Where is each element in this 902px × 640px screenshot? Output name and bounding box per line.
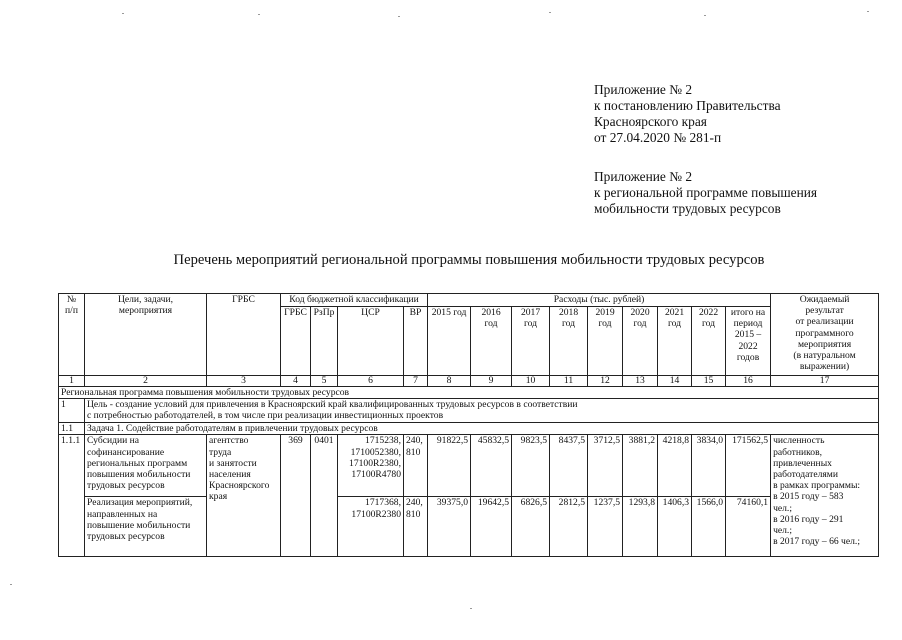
measure-result: численность работников, привлеченных работодателями в рамках программы: в 2015 году – 583 чел.; в 2016 году – 291 чел.; в 2017 году – 66 чел.; bbox=[771, 435, 879, 557]
measure-value: 3712,5 bbox=[588, 435, 623, 497]
header-year-2016: 2016 год bbox=[471, 307, 512, 376]
measure-value: 1566,0 bbox=[692, 497, 726, 557]
column-number: 16 bbox=[726, 376, 771, 387]
column-number: 5 bbox=[311, 376, 338, 387]
measure-value: 1406,3 bbox=[658, 497, 692, 557]
column-number: 6 bbox=[338, 376, 404, 387]
measures-table bbox=[58, 293, 879, 557]
measure-number: 1.1.1 bbox=[59, 435, 85, 557]
header-year-2015: 2015 год bbox=[428, 307, 471, 376]
appendix-line: мобильности трудовых ресурсов bbox=[594, 201, 781, 216]
scan-speck bbox=[867, 11, 869, 12]
header-year-2017: 2017 год bbox=[512, 307, 550, 376]
column-number: 15 bbox=[692, 376, 726, 387]
measure-code-rzpr: 0401 bbox=[311, 435, 338, 557]
appendix-to-resolution bbox=[594, 82, 781, 146]
scan-speck bbox=[704, 15, 706, 16]
column-number: 8 bbox=[428, 376, 471, 387]
header-year-2021: 2021 год bbox=[658, 307, 692, 376]
goal-text: Цель - создание условий для привлечения в Красноярский край квалифицированных трудовых ресурсов в соответствии с потребностью работодателей, в том числе при реализации инвестиционных проектов bbox=[85, 399, 879, 423]
measure-value: 6826,5 bbox=[512, 497, 550, 557]
column-number: 9 bbox=[471, 376, 512, 387]
scan-speck bbox=[398, 16, 400, 17]
measure-value: 91822,5 bbox=[428, 435, 471, 497]
goal-number: 1 bbox=[59, 399, 85, 423]
column-number: 2 bbox=[85, 376, 207, 387]
appendix-line: от 27.04.2020 № 281-п bbox=[594, 130, 722, 145]
header-year-2020: 2020 год bbox=[623, 307, 658, 376]
appendix-to-program bbox=[594, 169, 817, 217]
header-result: Ожидаемый результат от реализации программного мероприятия (в натуральном выражении) bbox=[771, 294, 879, 376]
header-expenses: Расходы (тыс. рублей) bbox=[428, 294, 771, 307]
measure-vr: 240, 810 bbox=[404, 497, 428, 557]
header-code-vr: ВР bbox=[404, 307, 428, 376]
scan-speck bbox=[258, 14, 260, 15]
appendix-line: Красноярского края bbox=[594, 114, 707, 129]
header-code-grbs: ГРБС bbox=[281, 307, 311, 376]
header-code-rzpr: РзПр bbox=[311, 307, 338, 376]
column-number: 14 bbox=[658, 376, 692, 387]
scan-speck bbox=[549, 12, 551, 13]
measure-csr: 1715238, 1710052380, 17100R2380, 17100R4780 bbox=[338, 435, 404, 497]
measure-value: 9823,5 bbox=[512, 435, 550, 497]
header-year-2018: 2018 год bbox=[550, 307, 588, 376]
appendix-line: Приложение № 2 bbox=[594, 82, 693, 97]
column-number: 13 bbox=[623, 376, 658, 387]
measure-value: 2812,5 bbox=[550, 497, 588, 557]
scan-speck bbox=[10, 584, 12, 585]
column-number: 4 bbox=[281, 376, 311, 387]
measure-value: 3881,2 bbox=[623, 435, 658, 497]
measure-value: 1293,8 bbox=[623, 497, 658, 557]
column-number: 3 bbox=[207, 376, 281, 387]
goal-row bbox=[59, 399, 879, 423]
column-number: 12 bbox=[588, 376, 623, 387]
header-num: № п/п bbox=[59, 294, 85, 376]
column-number: 10 bbox=[512, 376, 550, 387]
task-number: 1.1 bbox=[59, 423, 85, 435]
program-row bbox=[59, 387, 879, 399]
column-number: 11 bbox=[550, 376, 588, 387]
measure-vr: 240, 810 bbox=[404, 435, 428, 497]
header-code-csr: ЦСР bbox=[338, 307, 404, 376]
measure-value: 8437,5 bbox=[550, 435, 588, 497]
scan-speck bbox=[470, 608, 472, 609]
header-year-2019: 2019 год bbox=[588, 307, 623, 376]
measure-value: 3834,0 bbox=[692, 435, 726, 497]
measure-value: 39375,0 bbox=[428, 497, 471, 557]
measure-value: 19642,5 bbox=[471, 497, 512, 557]
header-grbs: ГРБС bbox=[207, 294, 281, 376]
appendix-line: к постановлению Правительства bbox=[594, 98, 781, 113]
document-title: Перечень мероприятий региональной программы повышения мобильности трудовых ресурсов bbox=[173, 252, 765, 268]
scan-speck bbox=[122, 13, 124, 14]
measure-name: Субсидии на софинансирование региональных программ повышения мобильности трудовых ресурсов bbox=[85, 435, 207, 497]
header-goals: Цели, задачи, мероприятия bbox=[85, 294, 207, 376]
measure-grbs: агентство труда и занятости населения Красноярского края bbox=[207, 435, 281, 557]
column-number: 17 bbox=[771, 376, 879, 387]
measure-value: 45832,5 bbox=[471, 435, 512, 497]
task-row bbox=[59, 423, 879, 435]
measure-row bbox=[59, 435, 879, 497]
header-total: итого на период 2015 – 2022 годов bbox=[726, 307, 771, 376]
measure-value: 1237,5 bbox=[588, 497, 623, 557]
task-text: Задача 1. Содействие работодателям в привлечении трудовых ресурсов bbox=[85, 423, 879, 435]
measure-row bbox=[59, 497, 879, 557]
header-year-2022: 2022 год bbox=[692, 307, 726, 376]
measure-total: 171562,5 bbox=[726, 435, 771, 497]
appendix-line: Приложение № 2 bbox=[594, 169, 693, 184]
measure-value: 4218,8 bbox=[658, 435, 692, 497]
column-number: 7 bbox=[404, 376, 428, 387]
column-numbers-row bbox=[59, 376, 879, 387]
measure-code-grbs: 369 bbox=[281, 435, 311, 557]
measure-name: Реализация мероприятий, направленных на повышение мобильности трудовых ресурсов bbox=[85, 497, 207, 557]
program-title: Региональная программа повышения мобильности трудовых ресурсов bbox=[59, 387, 879, 399]
appendix-line: к региональной программе повышения bbox=[594, 185, 818, 200]
column-number: 1 bbox=[59, 376, 85, 387]
measure-total: 74160,1 bbox=[726, 497, 771, 557]
measure-csr: 1717368, 17100R2380 bbox=[338, 497, 404, 557]
header-budget-code: Код бюджетной классификации bbox=[281, 294, 428, 307]
